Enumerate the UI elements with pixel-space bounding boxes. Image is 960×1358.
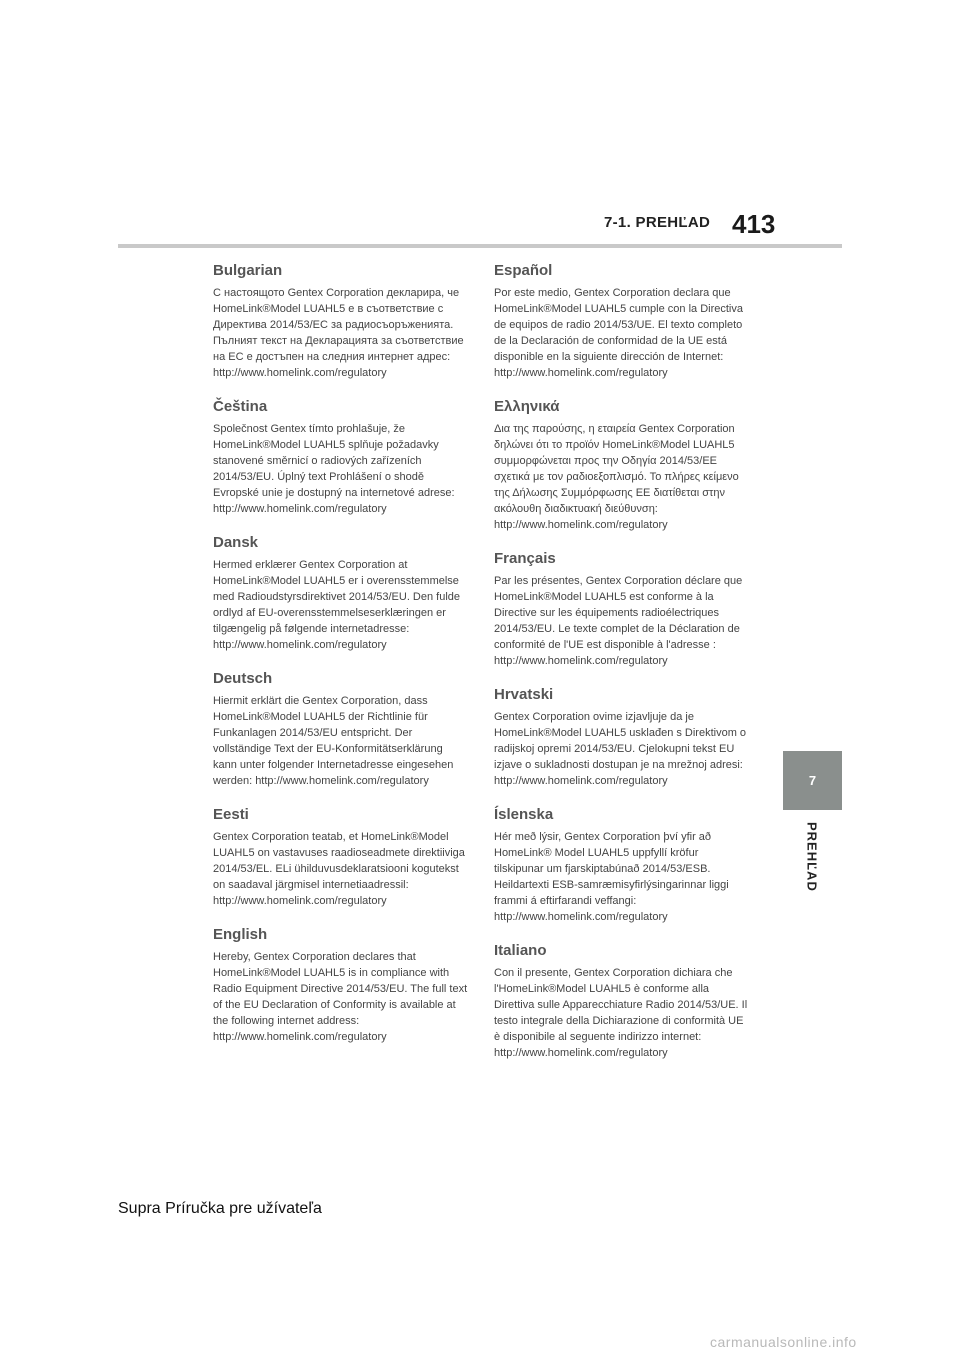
section-text: Společnost Gentex tímto prohlašuje, že HomeLink®Model LUAHL5 splňuje požadavky stanovené směrnicí o radiových zařízeních 2014/53/EU. Úplný text Prohlášení o shodě Evropské unie je dostupný na internetové adrese: http://www.homelink.com/regulatory	[213, 423, 455, 515]
section-heading: Dansk	[213, 534, 259, 551]
section-heading: Hrvatski	[494, 686, 554, 703]
chapter-side-label	[792, 822, 832, 902]
section-francais	[494, 550, 749, 669]
section-heading: Ελληνικά	[494, 398, 560, 415]
section-text: Par les présentes, Gentex Corporation déclare que HomeLink®Model LUAHL5 est conforme à la Directive sur les équipements radioélectriques 2014/53/EU. Le texte complet de la Déclaration de conformité de l'UE est disponible à l'adresse : http://www.homelink.com/regulatory	[494, 575, 743, 667]
section-heading: Čeština	[213, 398, 268, 415]
section-text: Con il presente, Gentex Corporation dichiara che l'HomeLink®Model LUAHL5 è conforme alla Direttiva sulle Apparecchiature Radio 2014/53/UE. Il testo integrale della Dichiarazione di conformità UE è disponibile al seguente indirizzo internet: http://www.homelink.com/regulatory	[494, 967, 748, 1059]
right-column	[494, 262, 749, 1078]
section-text: Δια της παρούσης, η εταιρεία Gentex Corporation δηλώνει ότι το προϊόν HomeLink®Model LUAHL5 συμμορφώνεται προς την Οδηγία 2014/53/ΕΕ σχετικά με τον ραδιοεξοπλισμό. Το πλήρες κείμενο της Δήλωσης Συμμόρφωσης ΕΕ διατίθεται στην ακόλουθη διαδικτυακή διεύθυνση: http://www.homelink.com/regulatory	[494, 423, 739, 531]
section-heading: Deutsch	[213, 670, 273, 687]
section-text: С настоящото Gentex Corporation декларира, че HomeLink®Model LUAHL5 е в съответствие с Директива 2014/53/ЕС за радиосъоръженията. Пълният текст на Декларацията за съответствие на ЕС е достъпен на следния интернет адрес: http://www.homelink.com/regulatory	[213, 287, 464, 379]
section-heading: English	[213, 926, 268, 943]
section-english	[213, 926, 468, 1045]
section-heading: Français	[494, 550, 556, 567]
section-dansk	[213, 534, 468, 653]
section-text: Gentex Corporation ovime izjavljuje da je HomeLink®Model LUAHL5 usklađen s Direktivom o radijskoj opremi 2014/53/EU. Cjelokupni tekst EU izjave o sukladnosti dostupan je na mrežnoj adresi: http://www.homelink.com/regulatory	[494, 711, 747, 787]
section-cestina	[213, 398, 468, 517]
section-islenska	[494, 806, 749, 925]
chapter-number: 7	[808, 773, 817, 788]
section-text: Hiermit erklärt die Gentex Corporation, dass HomeLink®Model LUAHL5 der Richtlinie für Funkanlagen 2014/53/EU entspricht. Der vollständige Text der EU-Konformitätserklärung kann unter folgender Internetadresse eingesehen werden: http://www.homelink.com/regulatory	[213, 695, 454, 787]
header-divider	[118, 244, 842, 248]
section-deutsch	[213, 670, 468, 789]
chapter-tab[interactable]	[783, 751, 842, 810]
section-heading: Italiano	[494, 942, 547, 959]
chapter-label-text: PREHĽAD	[804, 822, 820, 892]
section-text: Gentex Corporation teatab, et HomeLink®Model LUAHL5 on vastavuses raadioseadmete direktiiviga 2014/53/EL. ELi ühilduvusdeklaratsiooni kogutekst on saadaval järgmisel internetiaadressil: http://www.homelink.com/regulatory	[213, 831, 465, 907]
section-title: 7-1. PREHĽAD	[604, 214, 711, 231]
watermark: carmanualsonline.info	[710, 1334, 857, 1350]
section-heading: Íslenska	[494, 806, 554, 823]
section-bulgarian	[213, 262, 468, 381]
section-text: Hermed erklærer Gentex Corporation at HomeLink®Model LUAHL5 er i overensstemmelse med Radioudstyrsdirektivet 2014/53/EU. Den fulde ordlyd af EU-overensstemmelseserklæringen er tilgængelig på følgende internetadresse: http://www.homelink.com/regulatory	[213, 559, 461, 651]
section-text: Por este medio, Gentex Corporation declara que HomeLink®Model LUAHL5 cumple con la Directiva de equipos de radio 2014/53/UE. El texto completo de la Declaración de conformidad de la UE está disponible en la siguiente dirección de Internet: http://www.homelink.com/regulatory	[494, 287, 743, 379]
section-heading: Español	[494, 262, 553, 279]
section-italiano	[494, 942, 749, 1061]
section-espanol	[494, 262, 749, 381]
section-heading: Bulgarian	[213, 262, 283, 279]
section-text: Hér með lýsir, Gentex Corporation því yfir að HomeLink® Model LUAHL5 uppfyllí kröfur tilskipunar um fjarskiptabúnað 2014/53/ESB. Heildartexti ESB-samræmisyfirlýsingarinnar liggi frammi á eftirfarandi veffangi: http://www.homelink.com/regulatory	[494, 831, 729, 923]
section-text: Hereby, Gentex Corporation declares that HomeLink®Model LUAHL5 is in compliance with Radio Equipment Directive 2014/53/EU. The full text of the EU Declaration of Conformity is available at the following internet address: http://www.homelink.com/regulatory	[213, 951, 468, 1043]
page-number: 413	[732, 209, 776, 239]
section-ellinika	[494, 398, 749, 533]
section-heading: Eesti	[213, 806, 249, 823]
section-eesti	[213, 806, 468, 909]
left-column	[213, 262, 468, 1062]
section-hrvatski	[494, 686, 749, 789]
footer-title: Supra Príručka pre užívateľa	[118, 1200, 322, 1217]
